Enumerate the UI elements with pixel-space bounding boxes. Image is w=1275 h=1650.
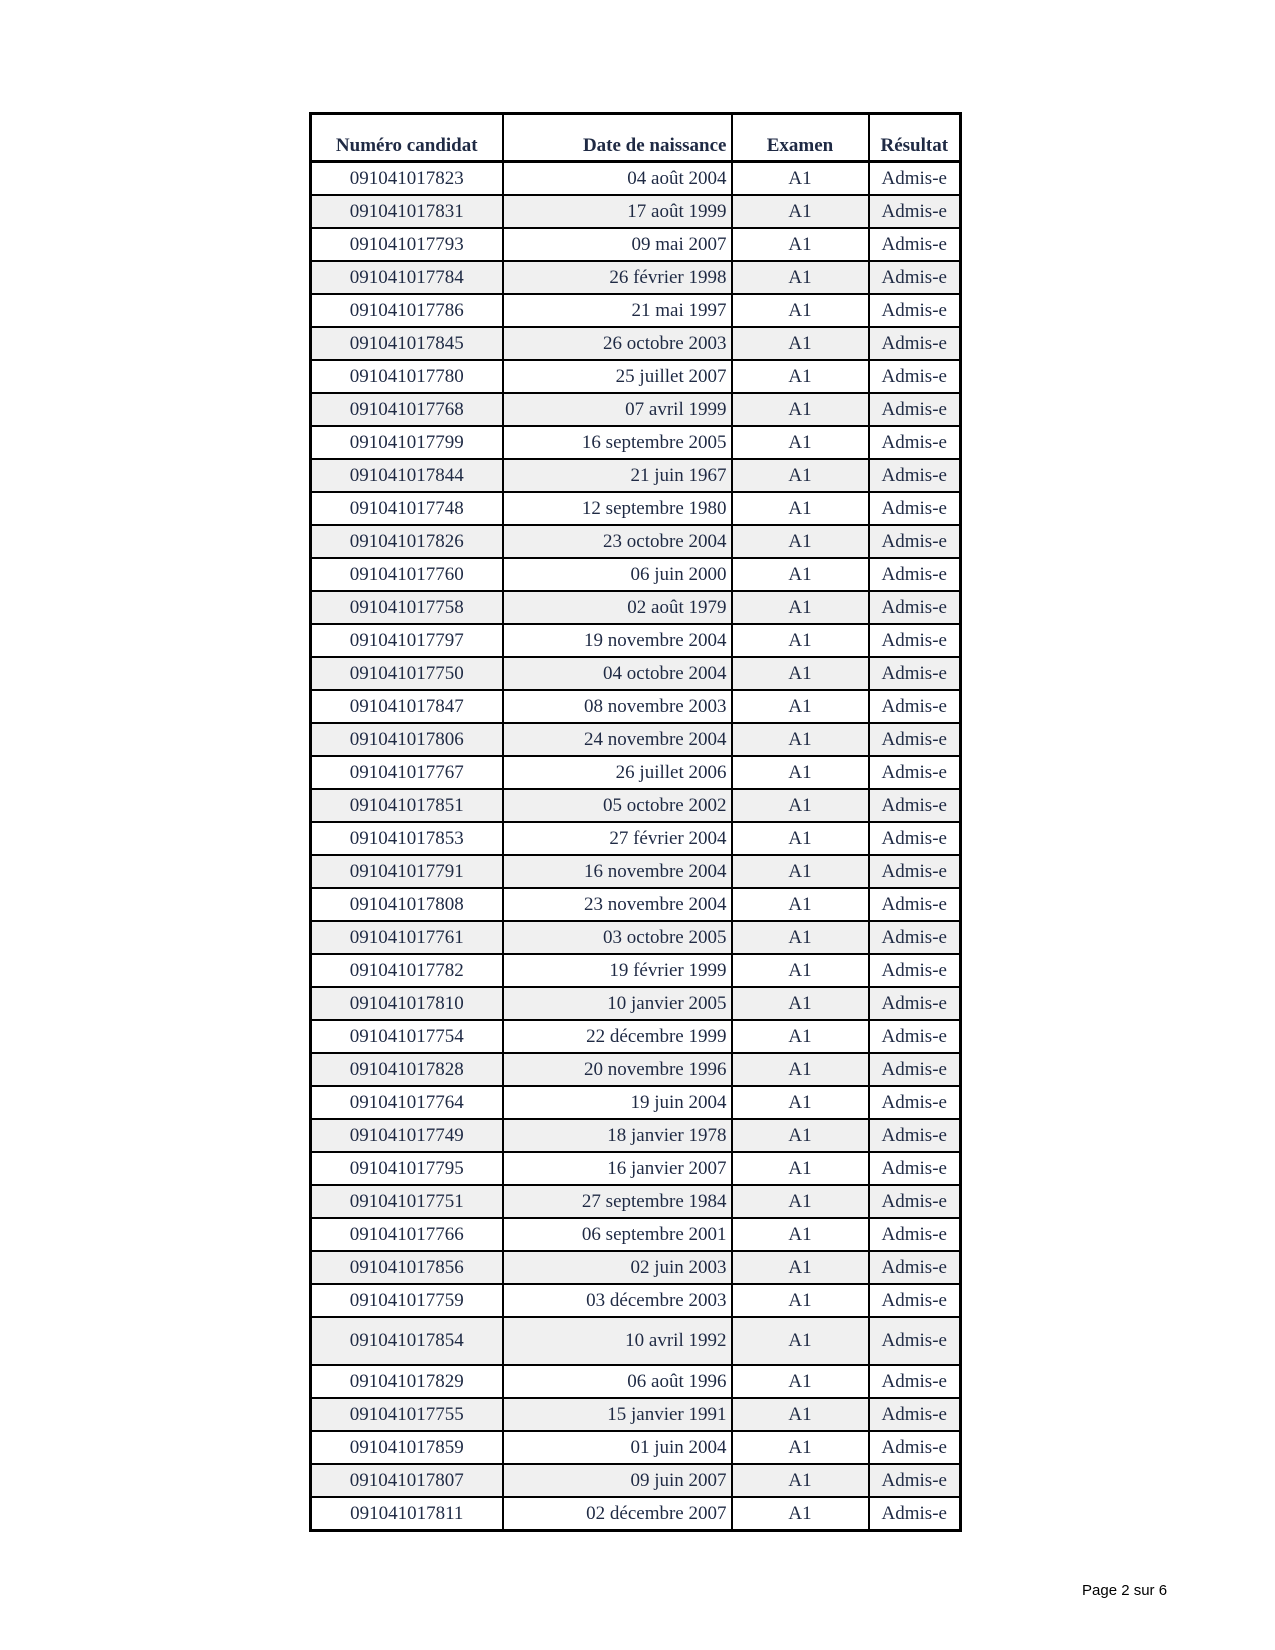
- cell-result: Admis-e: [869, 1251, 961, 1284]
- table-row: [311, 360, 961, 393]
- table-row: [311, 591, 961, 624]
- cell-birth-date: 26 juillet 2006: [503, 756, 732, 789]
- cell-candidate-number: 091041017859: [311, 1431, 503, 1464]
- cell-result: Admis-e: [869, 1431, 961, 1464]
- table-row: [311, 1284, 961, 1317]
- table-row: [311, 657, 961, 690]
- cell-exam: A1: [732, 1464, 869, 1497]
- cell-result: Admis-e: [869, 756, 961, 789]
- cell-exam: A1: [732, 1218, 869, 1251]
- table-row: [311, 162, 961, 196]
- cell-result: Admis-e: [869, 558, 961, 591]
- cell-result: Admis-e: [869, 492, 961, 525]
- cell-exam: A1: [732, 327, 869, 360]
- cell-result: Admis-e: [869, 1086, 961, 1119]
- cell-candidate-number: 091041017768: [311, 393, 503, 426]
- table-row: [311, 1152, 961, 1185]
- cell-result: Admis-e: [869, 294, 961, 327]
- cell-result: Admis-e: [869, 228, 961, 261]
- cell-candidate-number: 091041017761: [311, 921, 503, 954]
- cell-candidate-number: 091041017782: [311, 954, 503, 987]
- cell-exam: A1: [732, 591, 869, 624]
- cell-result: Admis-e: [869, 888, 961, 921]
- table-row: [311, 1398, 961, 1431]
- cell-candidate-number: 091041017844: [311, 459, 503, 492]
- cell-birth-date: 01 juin 2004: [503, 1431, 732, 1464]
- cell-birth-date: 09 mai 2007: [503, 228, 732, 261]
- cell-result: Admis-e: [869, 1398, 961, 1431]
- cell-birth-date: 27 septembre 1984: [503, 1185, 732, 1218]
- cell-birth-date: 19 février 1999: [503, 954, 732, 987]
- cell-exam: A1: [732, 195, 869, 228]
- cell-result: Admis-e: [869, 1185, 961, 1218]
- cell-birth-date: 16 janvier 2007: [503, 1152, 732, 1185]
- table-row: [311, 195, 961, 228]
- cell-candidate-number: 091041017758: [311, 591, 503, 624]
- cell-exam: A1: [732, 1020, 869, 1053]
- cell-candidate-number: 091041017828: [311, 1053, 503, 1086]
- cell-candidate-number: 091041017854: [311, 1317, 503, 1365]
- cell-result: Admis-e: [869, 1218, 961, 1251]
- cell-candidate-number: 091041017845: [311, 327, 503, 360]
- table-row: [311, 987, 961, 1020]
- cell-exam: A1: [732, 954, 869, 987]
- cell-exam: A1: [732, 1119, 869, 1152]
- table-row: [311, 1497, 961, 1531]
- cell-birth-date: 09 juin 2007: [503, 1464, 732, 1497]
- table-body: [311, 162, 961, 1531]
- cell-birth-date: 10 avril 1992: [503, 1317, 732, 1365]
- cell-result: Admis-e: [869, 1152, 961, 1185]
- cell-candidate-number: 091041017767: [311, 756, 503, 789]
- cell-exam: A1: [732, 459, 869, 492]
- cell-result: Admis-e: [869, 855, 961, 888]
- table-row: [311, 822, 961, 855]
- table-row: [311, 789, 961, 822]
- cell-birth-date: 23 octobre 2004: [503, 525, 732, 558]
- cell-candidate-number: 091041017793: [311, 228, 503, 261]
- cell-candidate-number: 091041017799: [311, 426, 503, 459]
- cell-exam: A1: [732, 558, 869, 591]
- cell-candidate-number: 091041017759: [311, 1284, 503, 1317]
- cell-birth-date: 02 juin 2003: [503, 1251, 732, 1284]
- cell-birth-date: 19 novembre 2004: [503, 624, 732, 657]
- table-row: [311, 426, 961, 459]
- header-candidate-number: Numéro candidat: [311, 114, 503, 162]
- table-row: [311, 954, 961, 987]
- cell-candidate-number: 091041017807: [311, 1464, 503, 1497]
- cell-exam: A1: [732, 690, 869, 723]
- page-number: Page 2 sur 6: [1082, 1582, 1168, 1599]
- cell-birth-date: 19 juin 2004: [503, 1086, 732, 1119]
- cell-result: Admis-e: [869, 327, 961, 360]
- table-row: [311, 855, 961, 888]
- cell-result: Admis-e: [869, 987, 961, 1020]
- cell-result: Admis-e: [869, 921, 961, 954]
- cell-result: Admis-e: [869, 360, 961, 393]
- cell-candidate-number: 091041017780: [311, 360, 503, 393]
- cell-result: Admis-e: [869, 1497, 961, 1531]
- cell-exam: A1: [732, 756, 869, 789]
- cell-candidate-number: 091041017851: [311, 789, 503, 822]
- cell-candidate-number: 091041017808: [311, 888, 503, 921]
- cell-candidate-number: 091041017748: [311, 492, 503, 525]
- cell-candidate-number: 091041017806: [311, 723, 503, 756]
- table-row: [311, 1053, 961, 1086]
- cell-birth-date: 08 novembre 2003: [503, 690, 732, 723]
- cell-birth-date: 04 août 2004: [503, 162, 732, 196]
- cell-candidate-number: 091041017847: [311, 690, 503, 723]
- cell-result: Admis-e: [869, 1464, 961, 1497]
- table-row: [311, 459, 961, 492]
- cell-candidate-number: 091041017797: [311, 624, 503, 657]
- cell-exam: A1: [732, 1317, 869, 1365]
- cell-exam: A1: [732, 426, 869, 459]
- cell-birth-date: 06 septembre 2001: [503, 1218, 732, 1251]
- cell-birth-date: 22 décembre 1999: [503, 1020, 732, 1053]
- header-birth-date: Date de naissance: [503, 114, 732, 162]
- cell-exam: A1: [732, 987, 869, 1020]
- cell-birth-date: 06 juin 2000: [503, 558, 732, 591]
- cell-exam: A1: [732, 1365, 869, 1398]
- cell-exam: A1: [732, 855, 869, 888]
- table-row: [311, 888, 961, 921]
- cell-birth-date: 21 juin 1967: [503, 459, 732, 492]
- table-row: [311, 1086, 961, 1119]
- table-row: [311, 690, 961, 723]
- table-row: [311, 261, 961, 294]
- cell-birth-date: 20 novembre 1996: [503, 1053, 732, 1086]
- table-row: [311, 327, 961, 360]
- table-row: [311, 1218, 961, 1251]
- table-row: [311, 1431, 961, 1464]
- cell-candidate-number: 091041017754: [311, 1020, 503, 1053]
- cell-birth-date: 27 février 2004: [503, 822, 732, 855]
- cell-result: Admis-e: [869, 1365, 961, 1398]
- table-row: [311, 1365, 961, 1398]
- cell-result: Admis-e: [869, 723, 961, 756]
- cell-candidate-number: 091041017766: [311, 1218, 503, 1251]
- cell-exam: A1: [732, 492, 869, 525]
- cell-candidate-number: 091041017751: [311, 1185, 503, 1218]
- cell-exam: A1: [732, 657, 869, 690]
- cell-exam: A1: [732, 1431, 869, 1464]
- table-row: [311, 525, 961, 558]
- table-header-row: [311, 114, 961, 162]
- cell-birth-date: 17 août 1999: [503, 195, 732, 228]
- table-row: [311, 492, 961, 525]
- cell-result: Admis-e: [869, 1317, 961, 1365]
- cell-exam: A1: [732, 1152, 869, 1185]
- cell-candidate-number: 091041017749: [311, 1119, 503, 1152]
- results-table: [309, 112, 962, 1532]
- cell-result: Admis-e: [869, 822, 961, 855]
- cell-birth-date: 16 septembre 2005: [503, 426, 732, 459]
- cell-result: Admis-e: [869, 1119, 961, 1152]
- cell-birth-date: 07 avril 1999: [503, 393, 732, 426]
- cell-candidate-number: 091041017856: [311, 1251, 503, 1284]
- cell-candidate-number: 091041017829: [311, 1365, 503, 1398]
- header-exam: Examen: [732, 114, 869, 162]
- cell-exam: A1: [732, 789, 869, 822]
- table-row: [311, 756, 961, 789]
- table-row: [311, 1020, 961, 1053]
- cell-candidate-number: 091041017823: [311, 162, 503, 196]
- cell-candidate-number: 091041017784: [311, 261, 503, 294]
- table-row: [311, 558, 961, 591]
- cell-exam: A1: [732, 1251, 869, 1284]
- cell-result: Admis-e: [869, 525, 961, 558]
- cell-candidate-number: 091041017826: [311, 525, 503, 558]
- cell-birth-date: 03 octobre 2005: [503, 921, 732, 954]
- cell-exam: A1: [732, 525, 869, 558]
- table-row: [311, 393, 961, 426]
- cell-exam: A1: [732, 294, 869, 327]
- cell-birth-date: 10 janvier 2005: [503, 987, 732, 1020]
- table-row: [311, 1317, 961, 1365]
- cell-birth-date: 04 octobre 2004: [503, 657, 732, 690]
- cell-birth-date: 02 décembre 2007: [503, 1497, 732, 1531]
- cell-result: Admis-e: [869, 393, 961, 426]
- cell-result: Admis-e: [869, 426, 961, 459]
- cell-exam: A1: [732, 1053, 869, 1086]
- cell-candidate-number: 091041017791: [311, 855, 503, 888]
- cell-birth-date: 16 novembre 2004: [503, 855, 732, 888]
- cell-birth-date: 06 août 1996: [503, 1365, 732, 1398]
- cell-candidate-number: 091041017853: [311, 822, 503, 855]
- cell-result: Admis-e: [869, 261, 961, 294]
- cell-exam: A1: [732, 261, 869, 294]
- cell-exam: A1: [732, 360, 869, 393]
- table-row: [311, 723, 961, 756]
- cell-birth-date: 12 septembre 1980: [503, 492, 732, 525]
- header-result: Résultat: [869, 114, 961, 162]
- table-row: [311, 1185, 961, 1218]
- cell-exam: A1: [732, 1185, 869, 1218]
- table-row: [311, 294, 961, 327]
- cell-exam: A1: [732, 822, 869, 855]
- table-row: [311, 228, 961, 261]
- cell-result: Admis-e: [869, 657, 961, 690]
- cell-result: Admis-e: [869, 624, 961, 657]
- cell-result: Admis-e: [869, 195, 961, 228]
- cell-exam: A1: [732, 921, 869, 954]
- cell-exam: A1: [732, 888, 869, 921]
- cell-birth-date: 26 octobre 2003: [503, 327, 732, 360]
- cell-birth-date: 23 novembre 2004: [503, 888, 732, 921]
- cell-birth-date: 25 juillet 2007: [503, 360, 732, 393]
- cell-candidate-number: 091041017831: [311, 195, 503, 228]
- cell-result: Admis-e: [869, 690, 961, 723]
- cell-birth-date: 03 décembre 2003: [503, 1284, 732, 1317]
- cell-candidate-number: 091041017810: [311, 987, 503, 1020]
- cell-exam: A1: [732, 723, 869, 756]
- cell-exam: A1: [732, 1284, 869, 1317]
- cell-result: Admis-e: [869, 162, 961, 196]
- cell-birth-date: 15 janvier 1991: [503, 1398, 732, 1431]
- cell-exam: A1: [732, 393, 869, 426]
- cell-result: Admis-e: [869, 1020, 961, 1053]
- cell-birth-date: 21 mai 1997: [503, 294, 732, 327]
- cell-candidate-number: 091041017755: [311, 1398, 503, 1431]
- cell-birth-date: 24 novembre 2004: [503, 723, 732, 756]
- cell-candidate-number: 091041017760: [311, 558, 503, 591]
- cell-result: Admis-e: [869, 1053, 961, 1086]
- table-row: [311, 921, 961, 954]
- cell-birth-date: 18 janvier 1978: [503, 1119, 732, 1152]
- cell-candidate-number: 091041017764: [311, 1086, 503, 1119]
- table-row: [311, 1464, 961, 1497]
- cell-birth-date: 02 août 1979: [503, 591, 732, 624]
- cell-candidate-number: 091041017795: [311, 1152, 503, 1185]
- cell-exam: A1: [732, 624, 869, 657]
- cell-result: Admis-e: [869, 789, 961, 822]
- cell-exam: A1: [732, 228, 869, 261]
- table-row: [311, 1119, 961, 1152]
- cell-result: Admis-e: [869, 591, 961, 624]
- cell-exam: A1: [732, 1398, 869, 1431]
- cell-exam: A1: [732, 162, 869, 196]
- cell-exam: A1: [732, 1086, 869, 1119]
- cell-candidate-number: 091041017750: [311, 657, 503, 690]
- cell-candidate-number: 091041017811: [311, 1497, 503, 1531]
- cell-result: Admis-e: [869, 1284, 961, 1317]
- cell-result: Admis-e: [869, 954, 961, 987]
- cell-candidate-number: 091041017786: [311, 294, 503, 327]
- cell-birth-date: 26 février 1998: [503, 261, 732, 294]
- cell-exam: A1: [732, 1497, 869, 1531]
- cell-birth-date: 05 octobre 2002: [503, 789, 732, 822]
- cell-result: Admis-e: [869, 459, 961, 492]
- table-row: [311, 1251, 961, 1284]
- table-row: [311, 624, 961, 657]
